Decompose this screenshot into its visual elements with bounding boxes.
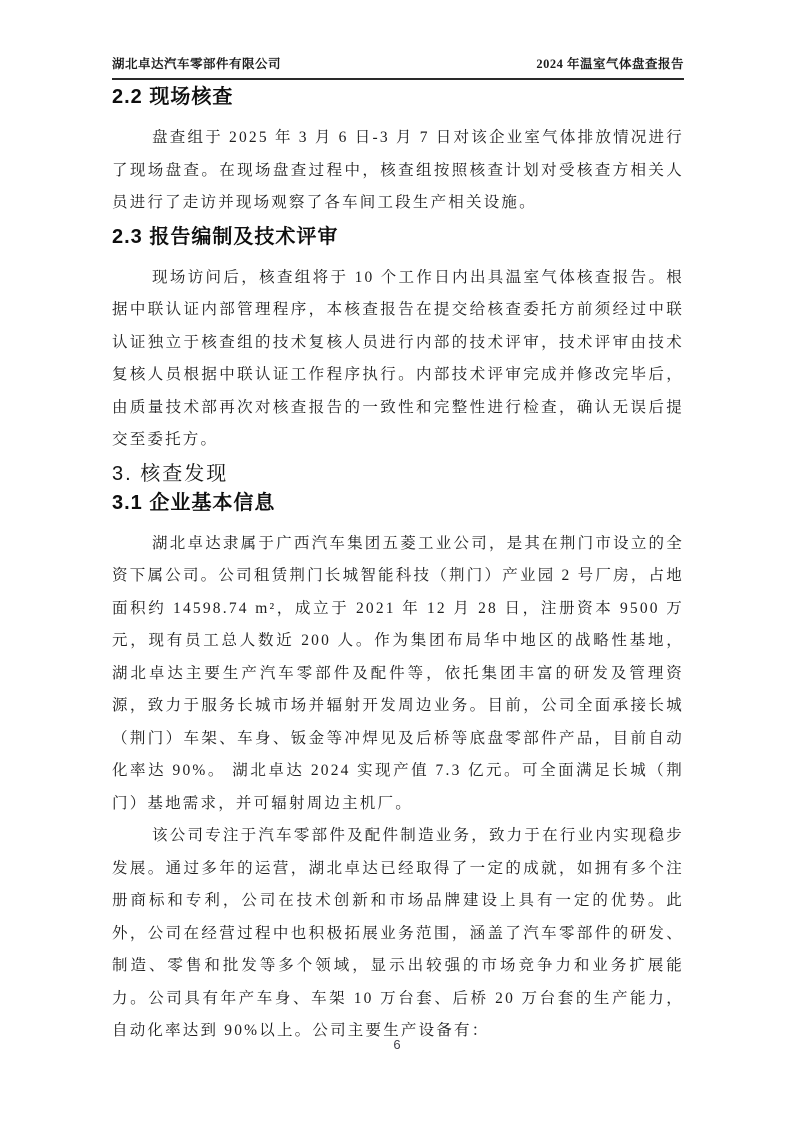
page-number: 6 (393, 1037, 401, 1052)
paragraph-2-3-1: 现场访问后，核查组将于 10 个工作日内出具温室气体核查报告。根据中联认证内部管理程序，本核查报告在提交给核查委托方前须经过中联认证独立于核查组的技术复核人员进行内部的技术评审，技术评审由技术复核人员根据中联认证工作程序执行。内部技术评审完成并修改完毕后，由质量技术部再次对核查报告的一致性和完整性进行检查，确认无误后提交至委托方。 (112, 268, 684, 448)
chapter-heading-3: 3. 核查发现 (112, 462, 229, 485)
header-row (112, 54, 684, 80)
section-heading-2-3: 2.3 报告编制及技术评审 (112, 225, 339, 248)
header-report-title: 2024 年温室气体盘查报告 (536, 57, 684, 71)
section-3-1 (112, 486, 684, 1048)
paragraph-3-1-2: 该公司专注于汽车零部件及配件制造业务，致力于在行业内实现稳步发展。通过多年的运营，湖北卓达已经取得了一定的成就，如拥有多个注册商标和专利，公司在技术创新和市场品牌建设上具有一定的优势。此外，公司在经营过程中也积极拓展业务范围，涵盖了汽车零部件的研发、制造、零售和批发等多个领域，显示出较强的市场竞争力和业务扩展能力。公司具有年产车身、车架 10 万台套、后桥 20 万台套的生产能力，自动化率达到 90%以上。公司主要生产设备有： (112, 827, 684, 1039)
paragraph-2-2-1: 盘查组于 2025 年 3 月 6 日-3 月 7 日对该企业室气体排放情况进行了现场盘查。在现场盘查过程中，核查组按照核查计划对受核查方相关人员进行了走访并现场观察了各车间工段生产相关设施。 (112, 129, 684, 211)
section-heading-2-2: 2.2 现场核查 (112, 86, 234, 108)
section-2-2 (112, 80, 684, 220)
chapter-3 (112, 457, 684, 486)
section-2-3 (112, 220, 684, 457)
section-heading-3-1: 3.1 企业基本信息 (112, 491, 276, 514)
header-company-name: 湖北卓达汽车零部件有限公司 (112, 57, 282, 71)
paragraph-3-1-1: 湖北卓达隶属于广西汽车集团五菱工业公司，是其在荆门市设立的全资下属公司。公司租赁荆门长城智能科技（荆门）产业园 2 号厂房，占地面积约 14598.74 m²，成立于 2021 年 12 月 28 日，注册资本 9500 万元，现有员工总人数近 200 人。作为集团布局华中地区的战略性基地，湖北卓达主要生产汽车零部件及配件等，依托集团丰富的研发及管理资源，致力于服务长城市场并辐射开发周边业务。目前，公司全面承接长城（荆门）车架、车身、钣金等冲焊见及后桥等底盘零部件产品，目前自动化率达 90%。 湖北卓达 2024 实现产值 7.3 亿元。可全面满足长城（荆门）基地需求，并可辐射周边主机厂。 (112, 534, 684, 812)
document-header (112, 0, 684, 80)
